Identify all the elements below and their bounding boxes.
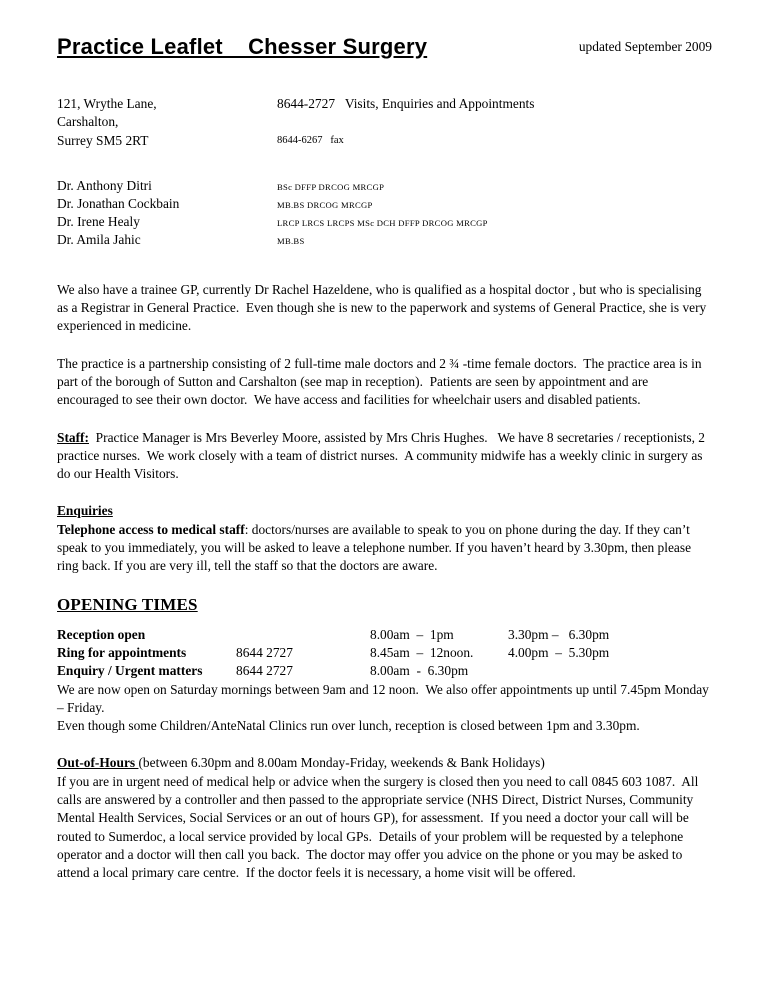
times-row-phone: 8644 2727 [236, 644, 293, 660]
doctor-row [57, 213, 712, 231]
address-block [57, 95, 277, 151]
trainee-paragraph: We also have a trainee GP, currently Dr Rachel Hazeldene, who is qualified as a hospital doctor , but who is specialising as a Registrar in General Practice. Even though she is new to the paperwork and systems of General Practice, she is very experienced in medicine. [57, 281, 710, 334]
phone-fax: 8644-6267 fax [277, 135, 344, 147]
doctor-row [57, 195, 712, 213]
times-row-afternoon [508, 662, 712, 680]
times-row-morning: 8.00am - 6.30pm [370, 663, 469, 679]
doctor-qualifications: MB.BS [277, 236, 305, 247]
page-title: Practice Leaflet Chesser Surgery [57, 34, 428, 59]
contact-section [57, 95, 712, 151]
telephone-access-label: Telephone access to medical staff [57, 521, 245, 537]
times-row-phone [236, 626, 370, 644]
times-row-afternoon: 4.00pm – 5.30pm [508, 644, 610, 660]
times-row-phone: 8644 2727 [236, 663, 293, 679]
enquiries-section [57, 502, 712, 575]
doctor-row [57, 177, 712, 195]
opening-times-heading: OPENING TIMES [57, 594, 198, 614]
doctor-name: Dr. Amila Jahic [57, 232, 141, 248]
doctor-qualifications: LRCP LRCS LRCPS MSc DCH DFFP DRCOG MRCGP [277, 218, 488, 229]
telephone-access-text: : doctors/nurses are available to speak to you on phone during the day. If they can’t speak to you immediately, you will be asked to leave a telephone number. If you haven’t heard by 3.30pm, then please ring back. If you are very ill, tell the staff so that the doctors are aware. [57, 521, 695, 574]
times-row-label: Enquiry / Urgent matters [57, 663, 203, 679]
times-row-label: Reception open [57, 626, 146, 642]
out-of-hours-label: Out-of-Hours [57, 755, 139, 771]
address-line-2: Carshalton, [57, 114, 119, 130]
phone-block [277, 95, 712, 151]
times-row-morning: 8.45am – 12noon. [370, 644, 474, 660]
times-row-morning: 8.00am – 1pm [370, 626, 454, 642]
out-of-hours-section [57, 754, 712, 882]
doctor-row [57, 231, 712, 249]
address-line-3: Surrey SM5 2RT [57, 132, 149, 148]
updated-date: updated September 2009 [578, 38, 712, 54]
doctor-name: Dr. Anthony Ditri [57, 177, 152, 193]
address-line-1: 121, Wrythe Lane, [57, 96, 157, 111]
times-row-label: Ring for appointments [57, 644, 187, 660]
doctor-qualifications: BSc DFFP DRCOG MRCGP [277, 181, 385, 192]
doctor-qualifications: MB.BS DRCOG MRCGP [277, 199, 373, 210]
out-of-hours-body: If you are in urgent need of medical help or advice when the surgery is closed then you need to call 0845 603 1087. All calls are answered by a controller and then passed to the appropriate service (NHS Direct, District Nurses, Community Mental Health Services, Social Services or an out of hours GP), for assessment. If you need a doctor your call will be routed to Sumerdoc, a local service provided by local GPs. Details of your problem will be requested by a telephone operator and a doctor will then call you back. The doctor may offer you advice on the phone or you may be asked to attend a local primary care centre. If the doctor feels it is necessary, a home visit will be offered. [57, 773, 702, 881]
times-row-afternoon: 3.30pm – 6.30pm [508, 626, 610, 642]
staff-text: Practice Manager is Mrs Beverley Moore, assisted by Mrs Chris Hughes. We have 8 secretaries / receptionists, 2 practice nurses. We work closely with a team of district nurses. A community midwife has a weekly clinic in surgery as do our Health Visitors. [57, 429, 709, 482]
phone-main: 8644-2727 Visits, Enquiries and Appointments [277, 96, 535, 111]
enquiries-paragraph [57, 521, 712, 576]
lunch-closure-note: Even though some Children/AnteNatal Clinics run over lunch, reception is closed between 1pm and 3.30pm. [57, 718, 640, 734]
staff-paragraph [57, 429, 712, 484]
doctors-list [57, 177, 712, 250]
opening-times-section [57, 595, 712, 736]
doctor-name: Dr. Irene Healy [57, 214, 140, 230]
staff-label: Staff: [57, 429, 89, 445]
opening-times-table [57, 626, 712, 681]
body-copy [57, 281, 712, 883]
saturday-note: We are now open on Saturday mornings between 9am and 12 noon. We also offer appointments up until 7.45pm Monday – Friday. [57, 681, 713, 715]
enquiries-heading: Enquiries [57, 503, 113, 519]
practice-paragraph: The practice is a partnership consisting of 2 full-time male doctors and 2 ¾ -time female doctors. The practice area is in part of the borough of Sutton and Carshalton (see map in reception). Patients are seen by appointment and are encouraged to see their own doctor. We have access and facilities for wheelchair users and disabled patients. [57, 355, 705, 408]
out-of-hours-intro: (between 6.30pm and 8.00am Monday-Friday, weekends & Bank Holidays) [138, 755, 545, 771]
document-header [57, 34, 712, 60]
out-of-hours-heading-line [57, 754, 712, 772]
doctor-name: Dr. Jonathan Cockbain [57, 195, 180, 211]
